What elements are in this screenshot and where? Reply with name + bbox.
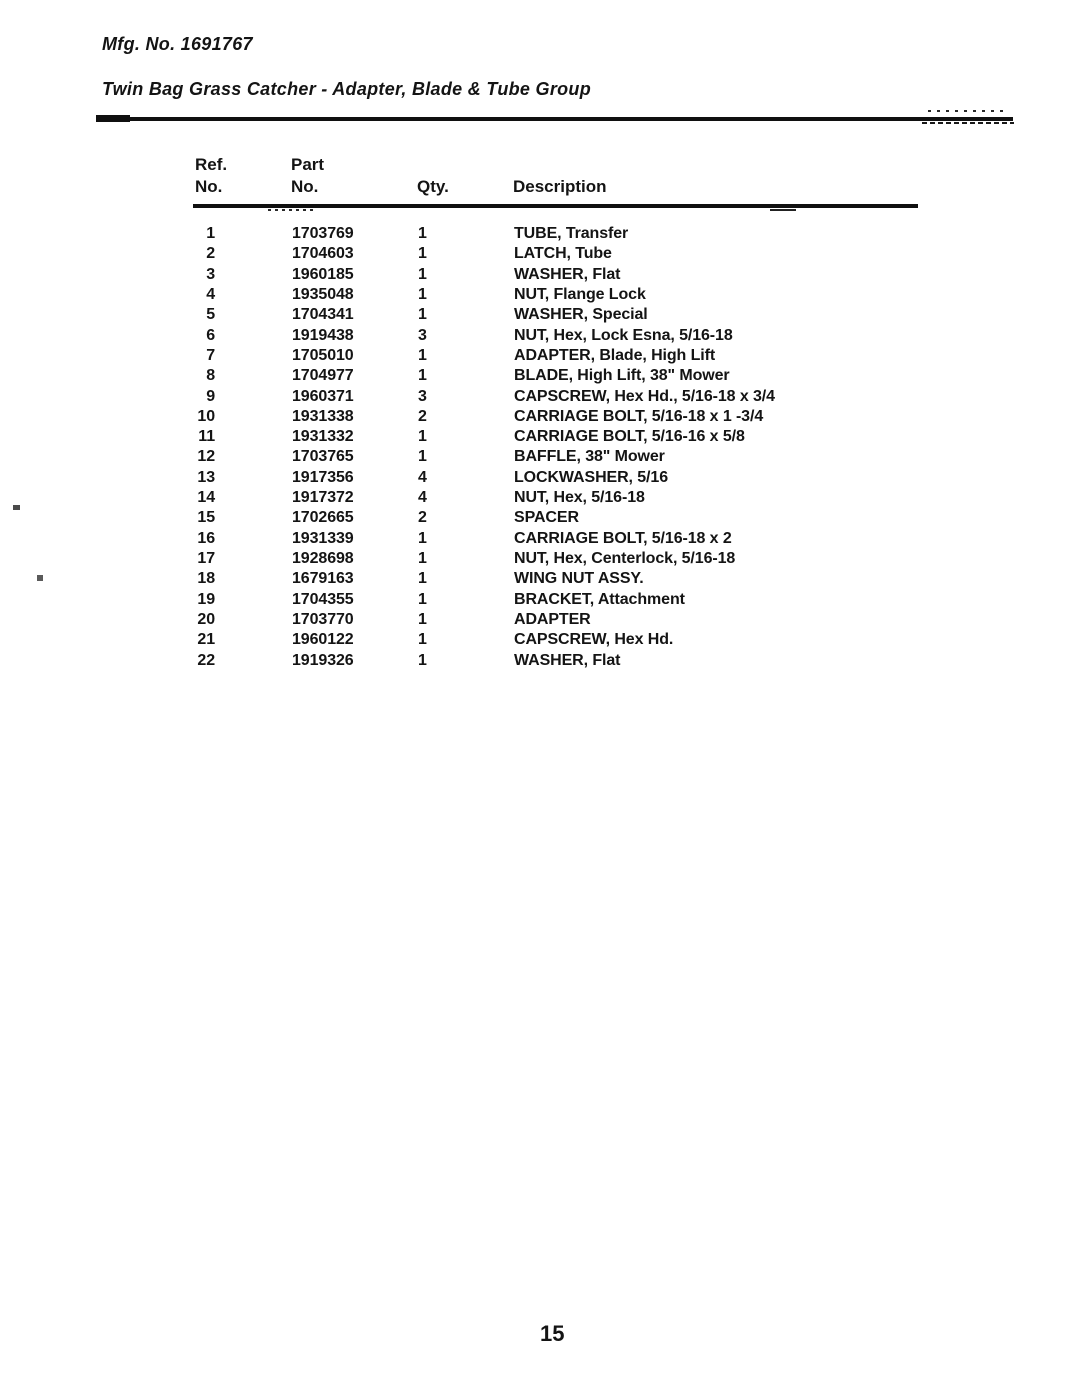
description-cell: BRACKET, Attachment (514, 590, 685, 608)
part-no-cell: 1917372 (292, 489, 354, 507)
ref-no-cell: 15 (197, 509, 215, 527)
part-no-cell: 1919326 (292, 651, 354, 669)
part-no-cell: 1935048 (292, 285, 354, 303)
top-divider-rule (96, 117, 1013, 121)
table-row (180, 652, 1060, 672)
ref-no-cell: 13 (197, 468, 215, 486)
qty-cell: 1 (418, 285, 427, 303)
table-row (180, 388, 1060, 408)
table-row (180, 570, 1060, 590)
mfg-number: Mfg. No. 1691767 (102, 34, 253, 54)
qty-cell: 4 (418, 489, 427, 507)
ref-no-cell: 21 (197, 631, 215, 649)
ref-no-cell: 14 (197, 489, 215, 507)
description-cell: TUBE, Transfer (514, 225, 629, 242)
ref-no-cell: 22 (197, 651, 215, 669)
table-row (180, 530, 1060, 550)
ref-no-cell: 11 (198, 428, 215, 446)
part-no-cell: 1702665 (292, 509, 354, 527)
table-row (180, 509, 1060, 529)
table-row (180, 469, 1060, 489)
qty-cell: 1 (418, 367, 427, 385)
table-row (180, 367, 1060, 387)
table-row (180, 408, 1060, 428)
ref-no-cell: 4 (206, 285, 215, 303)
scan-speck (37, 575, 43, 581)
table-row (180, 611, 1060, 631)
part-no-cell: 1704341 (292, 306, 354, 324)
description-cell: NUT, Hex, Centerlock, 5/16-18 (514, 550, 736, 567)
description-cell: LOCKWASHER, 5/16 (514, 468, 668, 486)
description-cell: ADAPTER (514, 610, 591, 628)
part-no-cell: 1704603 (292, 245, 354, 263)
qty-cell: 4 (418, 468, 427, 486)
part-no-cell: 1703770 (292, 610, 354, 628)
description-cell: ADAPTER, Blade, High Lift (514, 346, 716, 364)
description-cell: NUT, Hex, 5/16-18 (514, 489, 645, 507)
qty-cell: 2 (418, 509, 427, 527)
ref-no-cell: 12 (197, 448, 215, 466)
scan-speck (13, 505, 20, 510)
parts-table (180, 225, 1060, 672)
ref-no-cell: 8 (206, 367, 215, 385)
qty-cell: 1 (418, 631, 427, 649)
part-no-cell: 1931338 (292, 407, 354, 425)
part-no-cell: 1703765 (292, 448, 354, 466)
page-number: 15 (540, 1321, 565, 1346)
part-no-cell: 1705010 (292, 346, 354, 364)
qty-cell: 1 (418, 651, 427, 669)
ref-no-cell: 7 (206, 346, 215, 364)
ref-no-cell: 5 (206, 306, 215, 324)
column-header-description: Description (513, 177, 607, 196)
table-row (180, 550, 1060, 570)
ref-no-cell: 2 (206, 245, 215, 263)
part-no-cell: 1960185 (292, 265, 354, 283)
ref-no-cell: 10 (197, 407, 215, 425)
description-cell: WING NUT ASSY. (514, 570, 644, 588)
description-cell: CAPSCREW, Hex Hd. (514, 631, 674, 649)
part-no-cell: 1703769 (292, 225, 354, 242)
column-header-qty: Qty. (417, 177, 449, 196)
qty-cell: 1 (418, 306, 427, 324)
description-cell: WASHER, Flat (514, 265, 621, 283)
ref-no-cell: 17 (197, 550, 215, 567)
qty-cell: 1 (418, 590, 427, 608)
part-no-cell: 1928698 (292, 550, 354, 567)
ref-no-cell: 18 (197, 570, 215, 588)
description-cell: WASHER, Special (514, 306, 648, 324)
table-row (180, 306, 1060, 326)
qty-cell: 1 (418, 448, 427, 466)
table-row (180, 347, 1060, 367)
ref-no-cell: 1 (206, 225, 215, 242)
header-divider-rule (193, 204, 918, 208)
ref-no-cell: 20 (197, 610, 215, 628)
description-cell: CARRIAGE BOLT, 5/16-18 x 2 (514, 529, 732, 547)
qty-cell: 1 (418, 529, 427, 547)
part-no-cell: 1960122 (292, 631, 354, 649)
table-row (180, 327, 1060, 347)
part-no-cell: 1931339 (292, 529, 354, 547)
qty-cell: 1 (418, 245, 427, 263)
column-header-ref: Ref. (195, 155, 228, 174)
qty-cell: 1 (418, 265, 427, 283)
qty-cell: 3 (418, 326, 427, 344)
table-row (180, 591, 1060, 611)
description-cell: SPACER (514, 509, 579, 527)
rule-scan-artifact (96, 115, 130, 122)
part-no-cell: 1931332 (292, 428, 354, 446)
column-header-part-no: No. (291, 177, 319, 196)
column-header-ref-no: No. (195, 177, 223, 196)
rule-scan-artifact (922, 122, 1014, 124)
part-no-cell: 1919438 (292, 326, 354, 344)
description-cell: NUT, Flange Lock (514, 285, 646, 303)
ref-no-cell: 3 (206, 265, 215, 283)
ref-no-cell: 9 (206, 387, 215, 405)
description-cell: LATCH, Tube (514, 245, 612, 263)
page-title: Twin Bag Grass Catcher - Adapter, Blade & Tube Group (102, 79, 592, 99)
description-cell: BLADE, High Lift, 38" Mower (514, 367, 730, 385)
description-cell: CAPSCREW, Hex Hd., 5/16-18 x 3/4 (514, 387, 775, 405)
qty-cell: 1 (418, 346, 427, 364)
ref-no-cell: 19 (197, 590, 215, 608)
part-no-cell: 1960371 (292, 387, 354, 405)
description-cell: NUT, Hex, Lock Esna, 5/16-18 (514, 326, 733, 344)
part-no-cell: 1679163 (292, 570, 354, 588)
table-row (180, 245, 1060, 265)
rule-scan-artifact (770, 209, 796, 211)
column-header-part: Part (291, 155, 325, 174)
description-cell: WASHER, Flat (514, 651, 621, 669)
rule-scan-artifact (928, 110, 1008, 112)
qty-cell: 2 (418, 407, 427, 425)
description-cell: CARRIAGE BOLT, 5/16-18 x 1 -3/4 (514, 407, 764, 425)
table-row (180, 489, 1060, 509)
qty-cell: 1 (418, 570, 427, 588)
part-no-cell: 1704977 (292, 367, 354, 385)
qty-cell: 1 (418, 550, 427, 567)
description-cell: CARRIAGE BOLT, 5/16-16 x 5/8 (514, 428, 745, 446)
description-cell: BAFFLE, 38" Mower (514, 448, 665, 466)
qty-cell: 1 (418, 428, 427, 446)
part-no-cell: 1917356 (292, 468, 354, 486)
table-row (180, 225, 1060, 245)
ref-no-cell: 16 (197, 529, 215, 547)
qty-cell: 1 (418, 225, 427, 242)
table-row (180, 286, 1060, 306)
table-row (180, 428, 1060, 448)
table-row (180, 266, 1060, 286)
part-no-cell: 1704355 (292, 590, 354, 608)
table-row (180, 631, 1060, 651)
table-row (180, 448, 1060, 468)
ref-no-cell: 6 (206, 326, 215, 344)
qty-cell: 1 (418, 610, 427, 628)
rule-scan-artifact (268, 209, 316, 211)
qty-cell: 3 (418, 387, 427, 405)
